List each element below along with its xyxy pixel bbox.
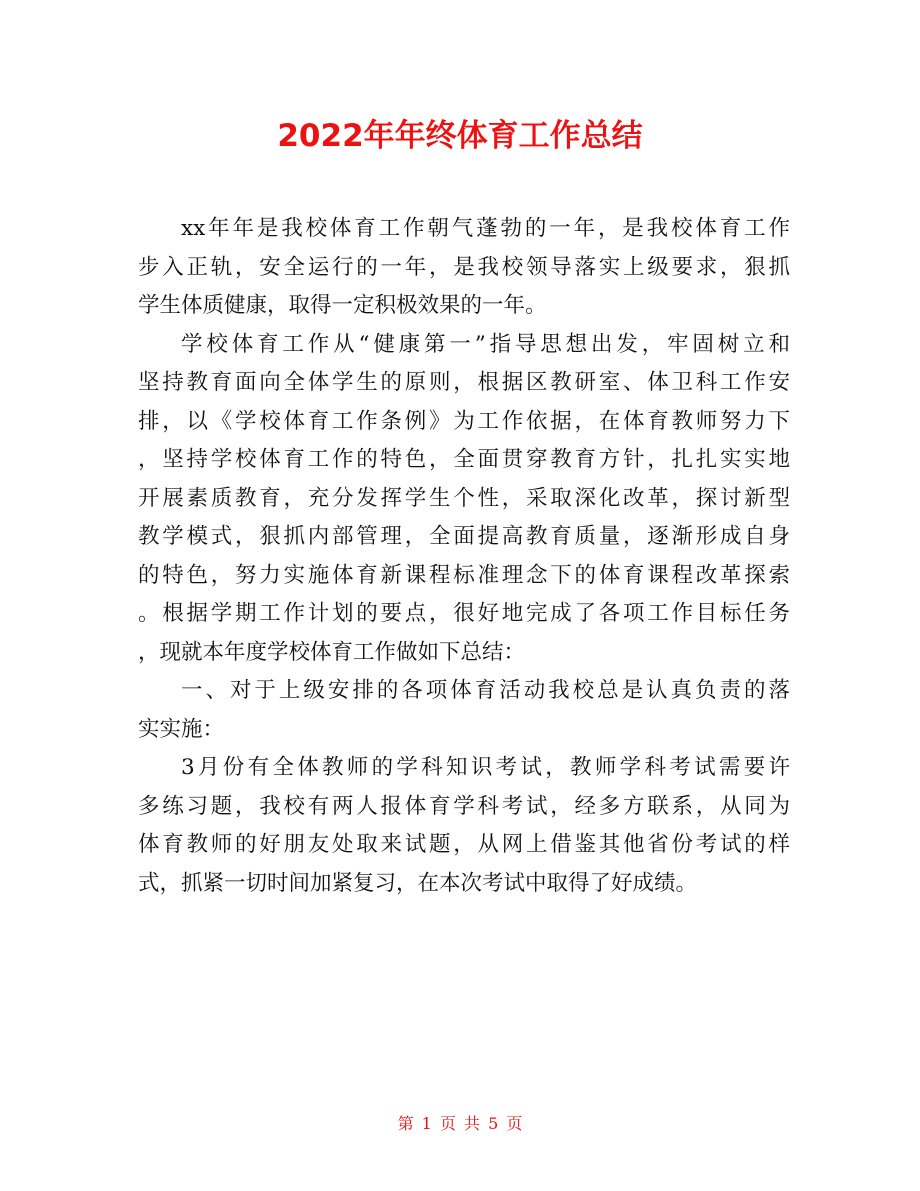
paragraph-guiding-principle [138,326,790,673]
section-heading-1 [138,672,790,749]
text-line: ，现就本年度学校体育工作做如下总结： [138,639,526,665]
text-line: 学校体育工作从“健康第一”指导思想出发，牢固树立和 [181,331,790,357]
text-line: 一、对于上级安排的各项体育活动我校总是认真负责的落 [181,678,790,703]
text-line: xx年年是我校体育工作朝气蓬勃的一年，是我校体育工作 [181,216,790,241]
document-title: 2022年年终体育工作总结 [277,118,643,154]
text-line: 实实施： [138,716,225,742]
text-line: 坚持教育面向全体学生的原则，根据区教研室、体卫科工作安 [138,370,790,395]
text-line: 式，抓紧一切时间加紧复习，在本次考试中取得了好成绩。 [138,870,698,896]
paragraph-march-exam [138,749,790,903]
page-number-footer: 第 1 页 共 5 页 [397,1114,523,1133]
text-line: 开展素质教育，充分发挥学生个性，采取深化改革，探讨新型 [138,485,790,511]
text-line: 排，以《学校体育工作条例》为工作依据，在体育教师努力下 [138,408,790,434]
text-line: 3月份有全体教师的学科知识考试，教师学科考试需要许 [181,755,790,780]
text-line: ，坚持学校体育工作的特色，全面贯穿教育方针，扎扎实实地 [138,447,790,472]
text-line: 的特色，努力实施体育新课程标准理念下的体育课程改革探索 [138,562,790,588]
paragraph-intro [138,210,790,326]
text-line: 。根据学期工作计划的要点，很好地完成了各项工作目标任务 [138,601,790,626]
text-line: 学生体质健康，取得一定积极效果的一年。 [138,293,547,318]
text-line: 多练习题，我校有两人报体育学科考试，经多方联系，从同为 [138,793,790,819]
text-line: 教学模式，狠抓内部管理，全面提高教育质量，逐渐形成自身 [138,524,790,549]
text-line: 步入正轨，安全运行的一年，是我校领导落实上级要求，狠抓 [138,254,790,280]
document-body [138,210,790,903]
text-line: 体育教师的好朋友处取来试题，从网上借鉴其他省份考试的样 [138,832,790,857]
